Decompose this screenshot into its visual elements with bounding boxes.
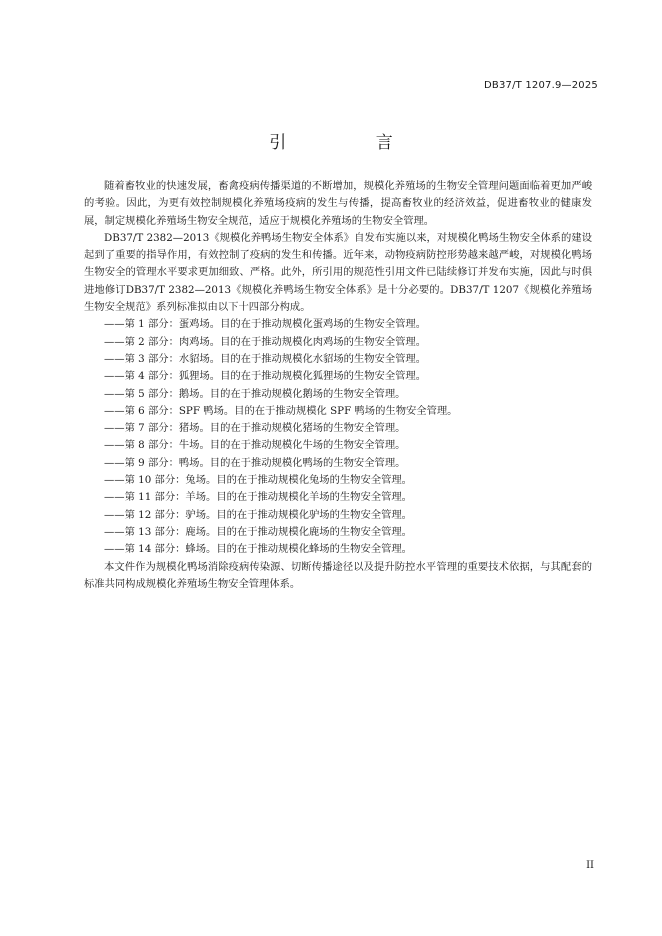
list-item: ——第 1 部分：蛋鸡场。目的在于推动规模化蛋鸡场的生物安全管理。 xyxy=(104,318,427,331)
list-item: ——第 3 部分：水貂场。目的在于推动规模化水貂场的生物安全管理。 xyxy=(104,352,427,365)
list-item: ——第 11 部分：羊场。目的在于推动规模化羊场的生物安全管理。 xyxy=(104,491,412,504)
list-item: ——第 14 部分：蜂场。目的在于推动规模化蜂场的生物安全管理。 xyxy=(104,543,412,556)
list-item: ——第 9 部分：鸭场。目的在于推动规模化鸭场的生物安全管理。 xyxy=(104,456,406,469)
parts-list xyxy=(84,316,592,558)
list-item: ——第 2 部分：肉鸡场。目的在于推动规模化肉鸡场的生物安全管理。 xyxy=(104,335,427,348)
list-item: ——第 13 部分：鹿场。目的在于推动规模化鹿场的生物安全管理。 xyxy=(104,525,412,538)
list-item: ——第 5 部分：鹅场。目的在于推动规模化鹅场的生物安全管理。 xyxy=(104,387,406,400)
list-item: ——第 12 部分：驴场。目的在于推动规模化驴场的生物安全管理。 xyxy=(104,508,412,521)
intro-paragraph-1: 随着畜牧业的快速发展，畜禽疫病传播渠道的不断增加，规模化养殖场的生物安全管理问题面临着更加严峻的考验。因此，为更有效控制规模化养殖场疫病的发生与传播，提高畜牧业的经济效益，促进畜牧业的健康发展，制定规模化养殖场生物安全规范，适应于规模化养殖场的生物安全管理。 xyxy=(84,180,592,227)
list-item: ——第 10 部分：兔场。目的在于推动规模化兔场的生物安全管理。 xyxy=(104,474,412,487)
list-item: ——第 6 部分：SPF 鸭场。目的在于推动规模化 SPF 鸭场的生物安全管理。 xyxy=(104,404,458,417)
intro-paragraph-2: DB37/T 2382—2013《规模化养鸭场生物安全体系》自发布实施以来，对规模化鸭场生物安全体系的建设起到了重要的指导作用，有效控制了疫病的发生和传播。近年来，动物疫病防控形势越来越严峻，对规模化鸭场生物安全的管理水平要求更加细致、严格。此外，所引用的规范性引用文件已陆续修订并发布实施，因此与时俱进地修订DB37/T 2382—2013《规模化养鸭场生物安全体系》是十分必要的。DB37/T 1207《规模化养殖场生物安全规范》系列标准拟由以下十四部分构成。 xyxy=(84,231,592,314)
document-code: DB37/T 1207.9—2025 xyxy=(484,80,598,91)
list-item: ——第 7 部分：猪场。目的在于推动规模化猪场的生物安全管理。 xyxy=(104,422,406,435)
document-body xyxy=(84,178,592,593)
list-item: ——第 8 部分：牛场。目的在于推动规模化牛场的生物安全管理。 xyxy=(104,439,406,452)
page-title: 引 言 xyxy=(269,133,435,153)
page-number: II xyxy=(586,860,594,871)
closing-paragraph: 本文件作为规模化鸭场消除疫病传染源、切断传播途径以及提升防控水平管理的重要技术依据，与其配套的标准共同构成规模化养殖场生物安全管理体系。 xyxy=(84,560,592,590)
list-item: ——第 4 部分：狐狸场。目的在于推动规模化狐狸场的生物安全管理。 xyxy=(104,370,427,383)
